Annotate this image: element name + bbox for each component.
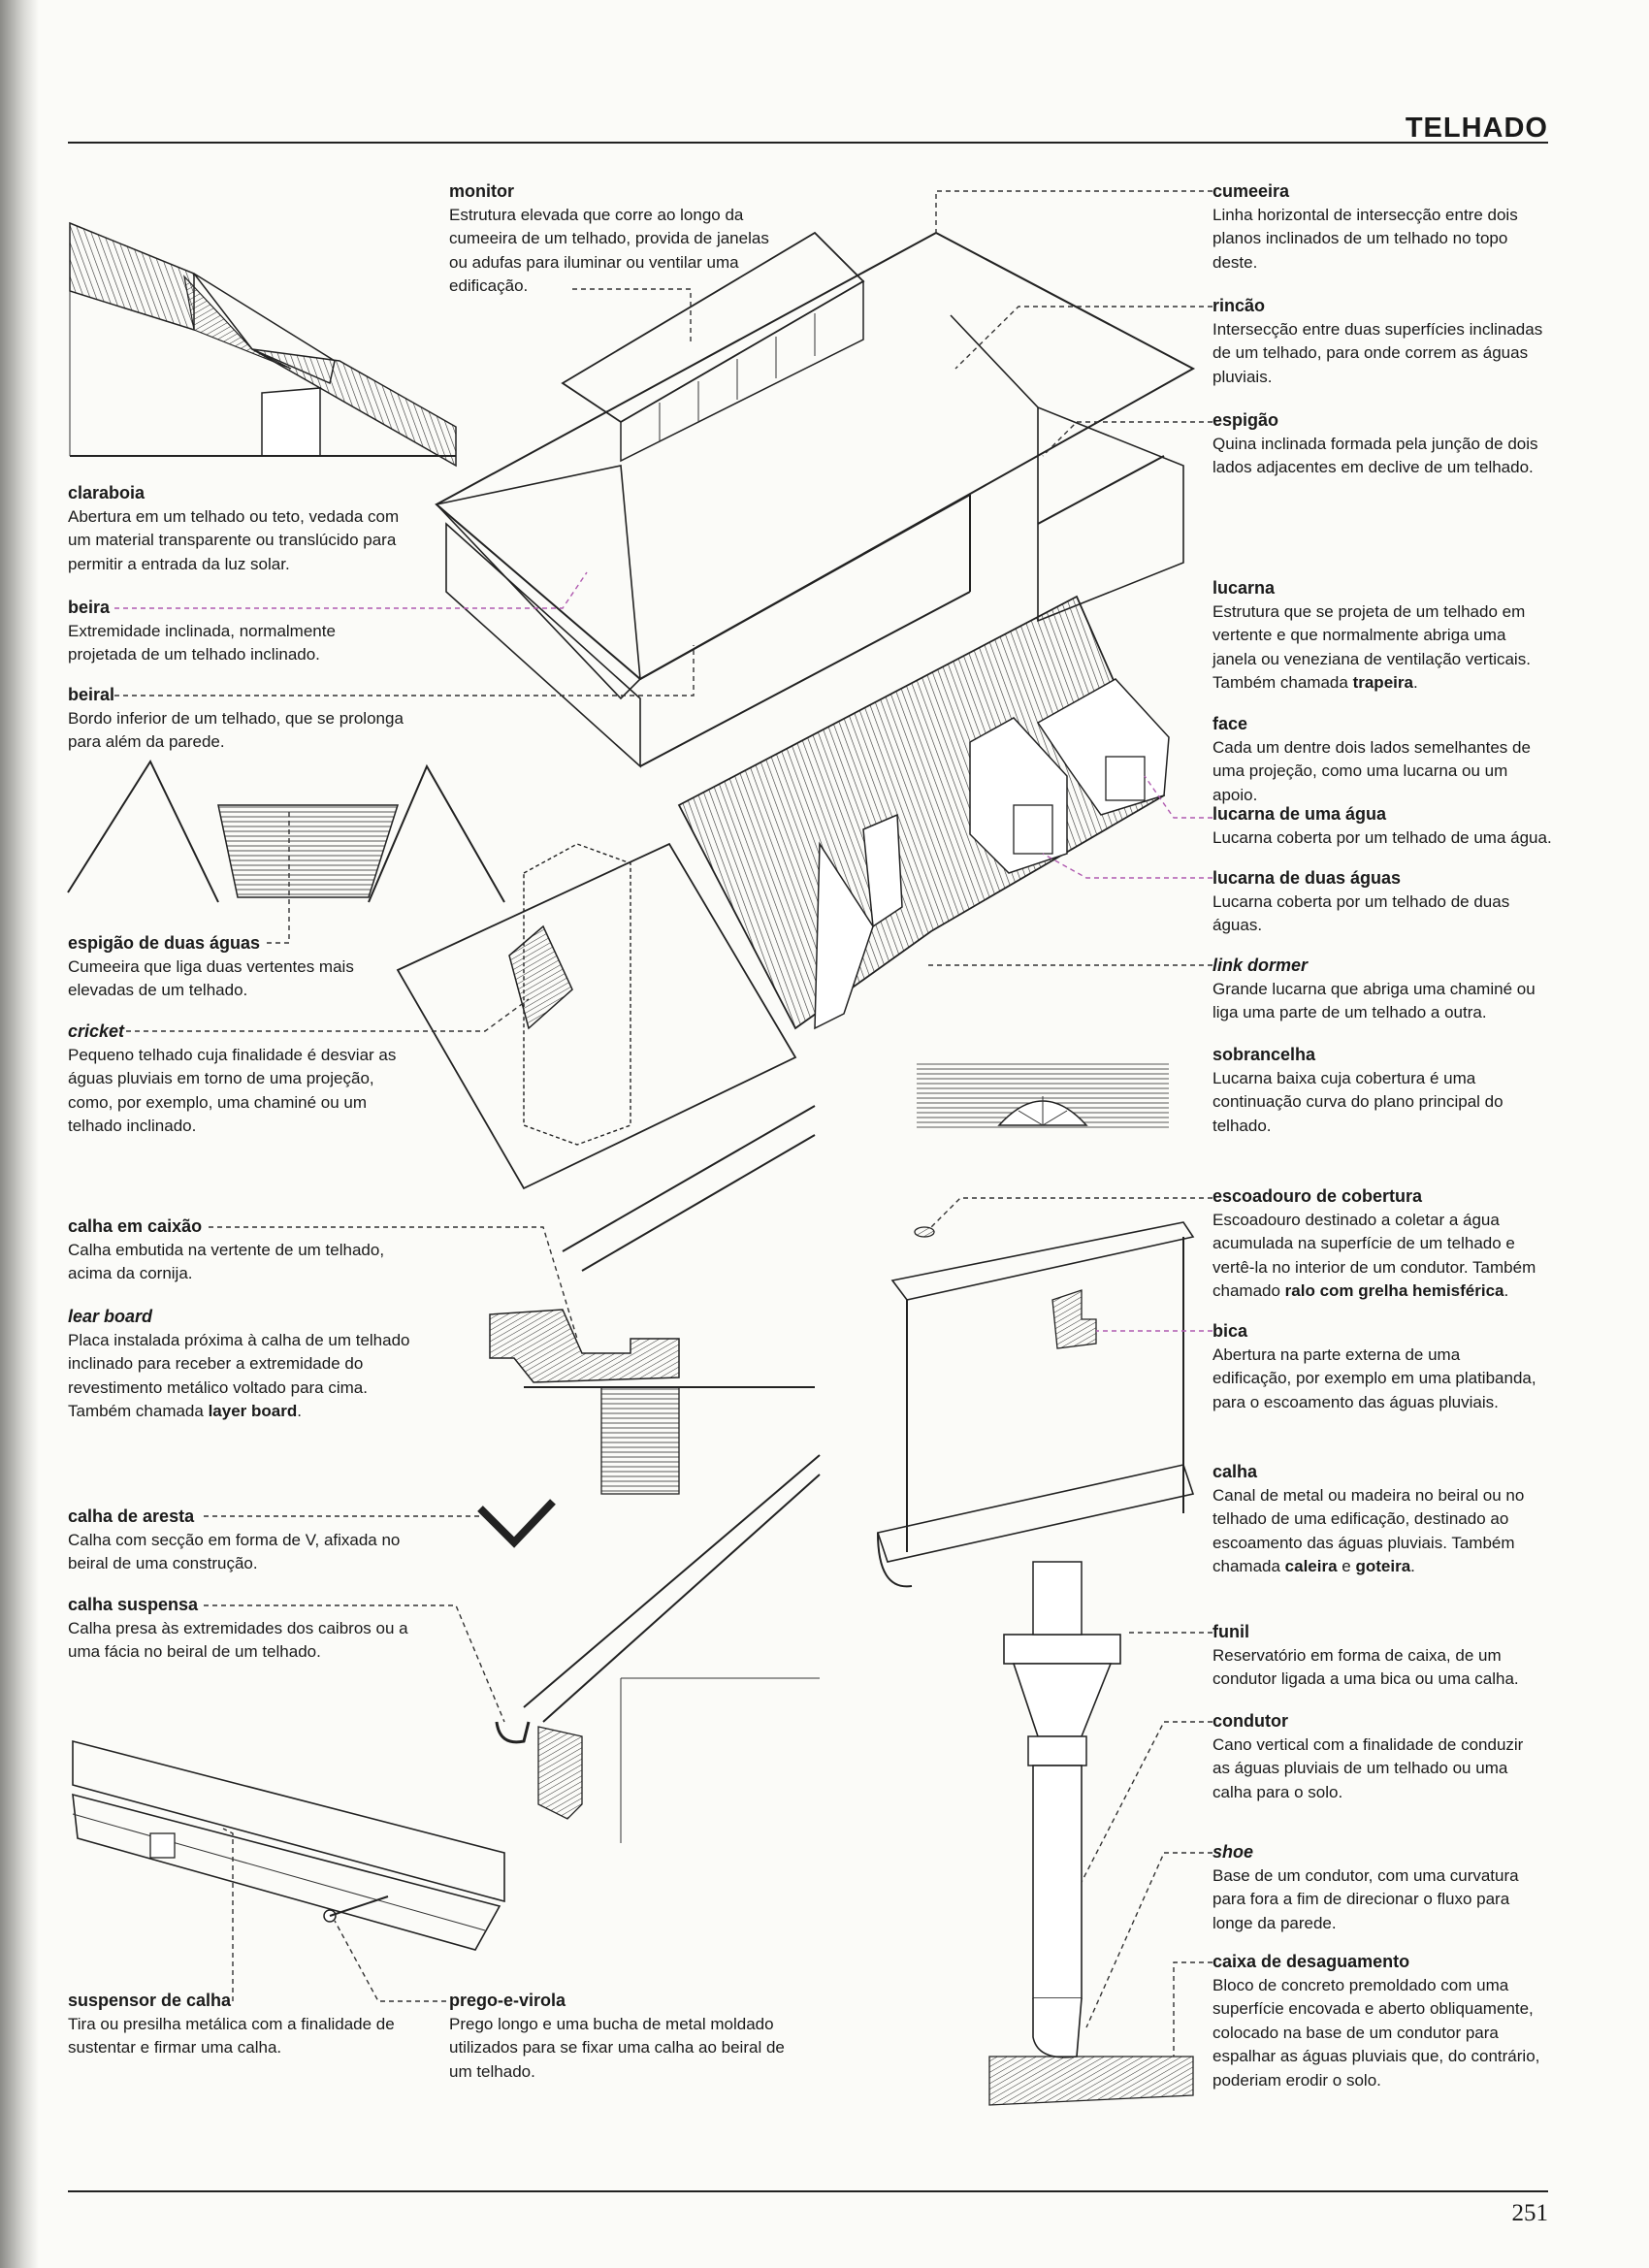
entry-term: bica [1212,1321,1248,1341]
entry-suspensor [68,1989,417,2060]
v-gutter-drawing [480,1502,553,1542]
hip-valley-drawing [68,761,504,902]
entry-term: face [1212,714,1248,733]
entry-term: monitor [449,181,514,201]
entry-definition: Canal de metal ou madeira no beiral ou no telhado de uma edificação, destinado ao escoamento das águas pluviais. Também chamada caleira e goteira. [1212,1485,1525,1575]
leader-condutor [1082,1722,1212,1882]
leader-suspensor [223,1829,233,2001]
leader-caixa [1174,1962,1212,2057]
entry-lucarna [1212,576,1552,696]
entry-term: suspensor de calha [68,1991,232,2010]
skylight-drawing [70,223,456,466]
entry-definition: Prego longo e uma bucha de metal moldado utilizados para se fixar uma calha ao beiral de um telhado. [449,2014,785,2081]
entry-definition: Base de um condutor, com uma curvatura para fora a fim de direcionar o fluxo para longe da parede. [1212,1865,1519,1932]
entry-espigao [1212,408,1552,480]
entry-escoadouro [1212,1184,1552,1304]
entry-beiral [68,683,417,755]
leader-escoadouro [931,1198,1212,1227]
entry-monitor [449,179,789,299]
entry-beira [68,596,398,667]
entry-term: escoadouro de cobertura [1212,1186,1423,1206]
entry-term: lucarna [1212,578,1276,598]
entry-definition: Placa instalada próxima à calha de um telhado inclinado para receber a extremidade do revestimento metálico voltado para cima. Também chamada layer board. [68,1330,410,1420]
entry-term: beira [68,598,111,617]
entry-definition: Abertura na parte externa de uma edificação, por exemplo em uma platibanda, para o escoamento das águas pluviais. [1212,1345,1536,1411]
entry-definition: Bloco de concreto premoldado com uma superfície encovada e aberto obliquamente, colocado na base de um condutor para espalhar as águas pluviais que, do contrário, poderiam erodir o solo. [1212,1975,1540,2090]
eyebrow-dormer-drawing [917,1062,1169,1128]
entry-definition: Estrutura que se projeta de um telhado em vertente e que normalmente abriga uma janela ou veneziana de ventilação verticais. Também chamada trapeira. [1212,601,1531,692]
entry-lucarna-uma-agua [1212,802,1552,850]
entry-definition: Calha embutida na vertente de um telhado, acima da cornija. [68,1240,385,1282]
entry-definition: Calha com secção em forma de V, afixada no beiral de uma construção. [68,1530,401,1572]
leader-cumeeira [936,191,1212,233]
leader-shoe [1086,1853,1212,2027]
entry-definition: Cada um dentre dois lados semelhantes de uma projeção, como uma lucarna ou um apoio. [1212,737,1531,804]
page-number: 251 [1511,2200,1548,2226]
entry-term: beiral [68,685,115,704]
entry-term: calha de aresta [68,1507,195,1526]
entry-definition: Intersecção entre duas superfícies inclinadas de um telhado, para onde correm as águas pluviais. [1212,319,1543,386]
entry-shoe [1212,1840,1542,1935]
entry-calha-suspensa [68,1593,417,1665]
entry-term: sobrancelha [1212,1045,1316,1064]
leader-lucarna-duas-aguas [1043,854,1212,878]
entry-definition: Lucarna coberta por um telhado de uma água. [1212,827,1552,847]
dormer-roof-drawing [679,597,1169,1028]
entry-prego [449,1989,789,2084]
entry-term: claraboia [68,483,146,502]
entry-definition: Abertura em um telhado ou teto, vedada com um material transparente ou translúcido para permitir a entrada da luz solar. [68,506,400,573]
entry-cricket [68,1020,407,1139]
section-title: TELHADO [1405,113,1548,144]
entry-term: calha em caixão [68,1216,203,1236]
entry-calha-aresta [68,1505,407,1576]
entry-definition: Quina inclinada formada pela junção de dois lados adjacentes em declive de um telhado. [1212,434,1538,476]
entry-sobrancelha [1212,1043,1523,1138]
entry-definition: Lucarna baixa cuja cobertura é uma continuação curva do plano principal do telhado. [1212,1068,1504,1135]
entry-caixa [1212,1950,1552,2092]
entry-definition: Reservatório em forma de caixa, de um condutor ligada a uma bica ou uma calha. [1212,1645,1519,1688]
box-gutter-section [490,1106,815,1494]
entry-funil [1212,1620,1542,1692]
entry-cumeeira [1212,179,1552,275]
entry-term: lucarna de duas águas [1212,868,1402,888]
entry-term: funil [1212,1622,1249,1641]
entry-definition: Linha horizontal de intersecção entre dois planos inclinados de um telhado no topo deste. [1212,205,1518,272]
entry-term: calha [1212,1462,1258,1481]
downspout-drawing [878,1465,1193,2105]
entry-term: espigão de duas águas [68,933,261,953]
entry-term: link dormer [1212,956,1309,975]
entry-lear-board [68,1305,417,1424]
entry-face [1212,712,1552,807]
entry-link-dormer [1212,954,1552,1025]
entry-definition: Cano vertical com a finalidade de conduzir as águas pluviais de um telhado ou uma calha para o solo. [1212,1734,1524,1801]
entry-definition: Escoadouro destinado a coletar a água acumulada na superfície de um telhado e vertê-la no interior de um condutor. Também chamado ralo com grelha hemisférica. [1212,1210,1536,1300]
entry-calha [1212,1460,1542,1579]
entry-definition: Grande lucarna que abriga uma chaminé ou liga uma parte de um telhado a outra. [1212,979,1536,1021]
entry-term: shoe [1212,1842,1254,1862]
entry-term: cricket [68,1021,125,1041]
entry-definition: Calha presa às extremidades dos caibros ou a uma fácia no beiral de um telhado. [68,1618,408,1661]
entry-rincao [1212,294,1552,389]
entry-term: lear board [68,1307,153,1326]
entry-term: cumeeira [1212,181,1290,201]
entry-term: calha suspensa [68,1595,199,1614]
entry-calha-caixao [68,1215,407,1286]
entry-espigao-duas-aguas [68,931,378,1003]
entry-claraboia [68,481,417,576]
gutter-hanger-drawing [73,1741,504,1950]
entry-definition: Extremidade inclinada, normalmente projetada de um telhado inclinado. [68,621,336,664]
entry-term: espigão [1212,410,1279,430]
entry-term: lucarna de uma água [1212,804,1387,824]
entry-definition: Tira ou presilha metálica com a finalidade de sustentar e firmar uma calha. [68,2014,395,2057]
entry-definition: Lucarna coberta por um telhado de duas águas. [1212,891,1510,934]
scupper-building-drawing [892,1222,1193,1552]
entry-term: prego-e-virola [449,1991,566,2010]
entry-term: condutor [1212,1711,1288,1731]
entry-condutor [1212,1709,1542,1804]
entry-definition: Pequeno telhado cuja finalidade é desviar as águas pluviais em torno de uma projeção, como, por exemplo, uma chaminé ou um telhado inclinado. [68,1045,397,1135]
entry-definition: Estrutura elevada que corre ao longo da cumeeira de um telhado, provida de janelas ou adufas para iluminar ou ventilar uma edificação. [449,205,769,295]
entry-term: rincão [1212,296,1266,315]
entry-bica [1212,1319,1542,1414]
entry-lucarna-duas-aguas [1212,866,1552,938]
entry-definition: Cumeeira que liga duas vertentes mais elevadas de um telhado. [68,956,354,999]
entry-term: caixa de desaguamento [1212,1952,1410,1971]
entry-definition: Bordo inferior de um telhado, que se prolonga para além da parede. [68,708,404,751]
